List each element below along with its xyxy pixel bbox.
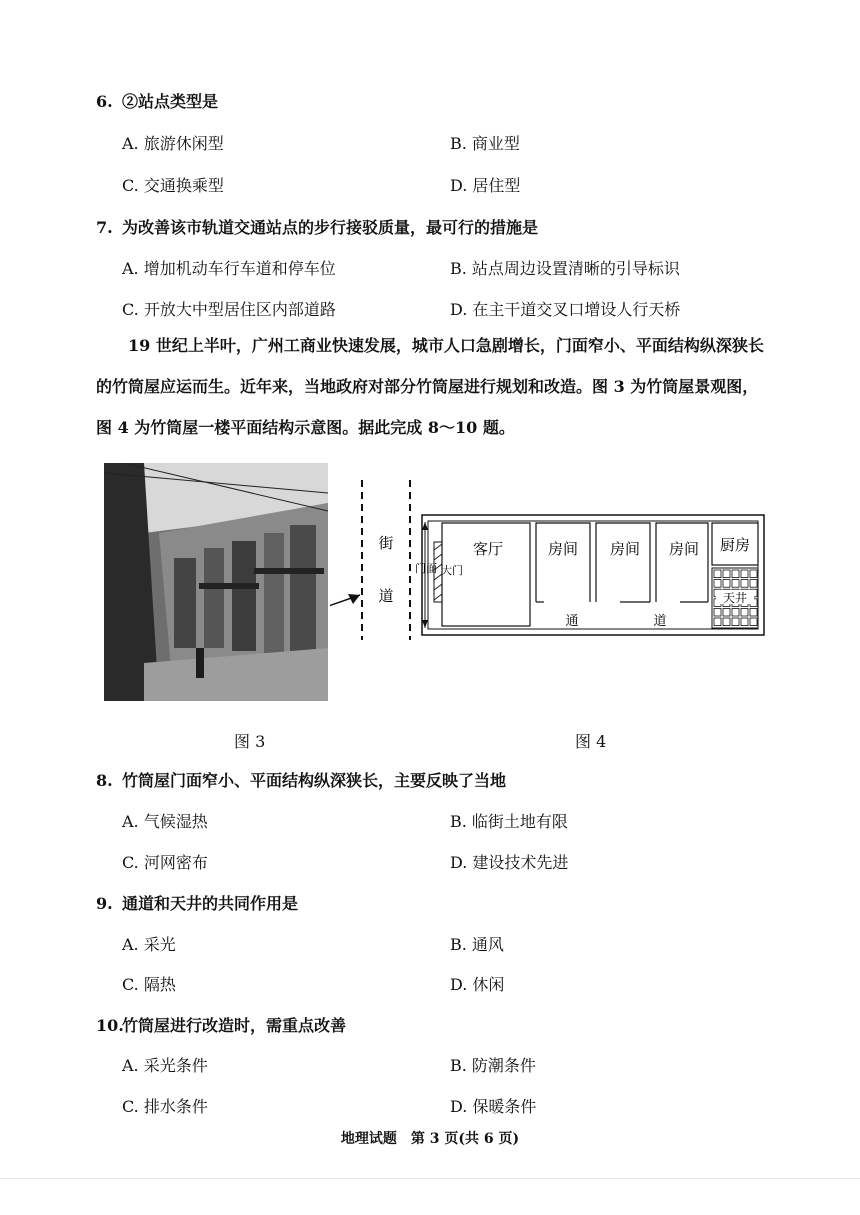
option-b: B. 临街土地有限 (450, 812, 568, 831)
question-stem: 通道和天井的共同作用是 (122, 894, 299, 913)
question-10 (96, 1013, 346, 1036)
page-footer: 地理试题 第 3 页(共 6 页) (340, 1131, 520, 1147)
passage-line-2: 的竹筒屋应运而生。近年来，当地政府对部分竹筒屋进行规划和改造。图 3 为竹筒屋景观图， (96, 377, 759, 396)
option-c: C. 排水条件 (122, 1097, 208, 1116)
question-stem: ②站点类型是 (122, 92, 219, 111)
room-2 (596, 523, 650, 602)
question-stem: 竹筒屋门面窄小、平面结构纵深狭长，主要反映了当地 (122, 771, 507, 790)
option-c: C. 开放大中型居住区内部道路 (122, 300, 336, 319)
option-d: D. 保暖条件 (450, 1097, 537, 1116)
question-number: 9. (96, 894, 113, 913)
room-2-label: 房间 (609, 540, 641, 558)
street-label-1: 街 (378, 534, 394, 552)
option-a: A. 增加机动车行车道和停车位 (122, 259, 336, 278)
main-door-label: 大门 (441, 564, 463, 577)
door-face-label: 门面 (415, 562, 437, 575)
figure-3-photo (104, 463, 328, 701)
question-stem: 为改善该市轨道交通站点的步行接驳质量，最可行的措施是 (122, 218, 539, 237)
option-c: C. 河网密布 (122, 853, 208, 872)
question-number: 7. (96, 218, 113, 237)
option-b: B. 防潮条件 (450, 1056, 536, 1075)
passage-line-1: 19 世纪上半叶，广州工商业快速发展，城市人口急剧增长，门面窄小、平面结构纵深狭长 (128, 336, 764, 355)
figure-4-plan (330, 480, 770, 640)
option-a: A. 采光 (122, 935, 176, 954)
bottom-divider (0, 1178, 860, 1179)
option-d: D. 在主干道交叉口增设人行天桥 (450, 300, 681, 319)
question-8 (96, 768, 506, 791)
street-label-2: 道 (378, 587, 394, 605)
question-stem: 竹筒屋进行改造时，需重点改善 (122, 1016, 347, 1035)
question-7 (96, 215, 538, 238)
kitchen-label: 厨房 (719, 536, 751, 554)
option-d: D. 居住型 (450, 176, 521, 195)
figure-4-caption: 图 4 (575, 732, 607, 751)
figure-3-caption: 图 3 (234, 732, 266, 751)
option-d: D. 休闲 (450, 975, 505, 994)
question-6 (96, 89, 218, 112)
option-a: A. 气候湿热 (122, 812, 208, 831)
option-b: B. 通风 (450, 935, 504, 954)
option-c: C. 交通换乘型 (122, 176, 224, 195)
living-room-label: 客厅 (472, 540, 504, 558)
corridor-label-2: 道 (653, 614, 667, 629)
room-3-label: 房间 (668, 540, 700, 558)
corridor-label-1: 通 (565, 614, 579, 629)
option-a: A. 采光条件 (122, 1056, 208, 1075)
option-c: C. 隔热 (122, 975, 176, 994)
question-number: 8. (96, 771, 113, 790)
room-1 (536, 523, 590, 602)
question-number: 6. (96, 92, 113, 111)
question-number: 10. (96, 1016, 124, 1035)
courtyard-label: 天井 (722, 591, 748, 605)
passage-line-3: 图 4 为竹筒屋一楼平面结构示意图。据此完成 8～10 题。 (96, 418, 515, 437)
option-b: B. 站点周边设置清晰的引导标识 (450, 259, 680, 278)
option-d: D. 建设技术先进 (450, 853, 569, 872)
option-b: B. 商业型 (450, 134, 520, 153)
option-a: A. 旅游休闲型 (122, 134, 224, 153)
question-9 (96, 891, 298, 914)
room-1-label: 房间 (547, 540, 579, 558)
room-3 (656, 523, 708, 602)
